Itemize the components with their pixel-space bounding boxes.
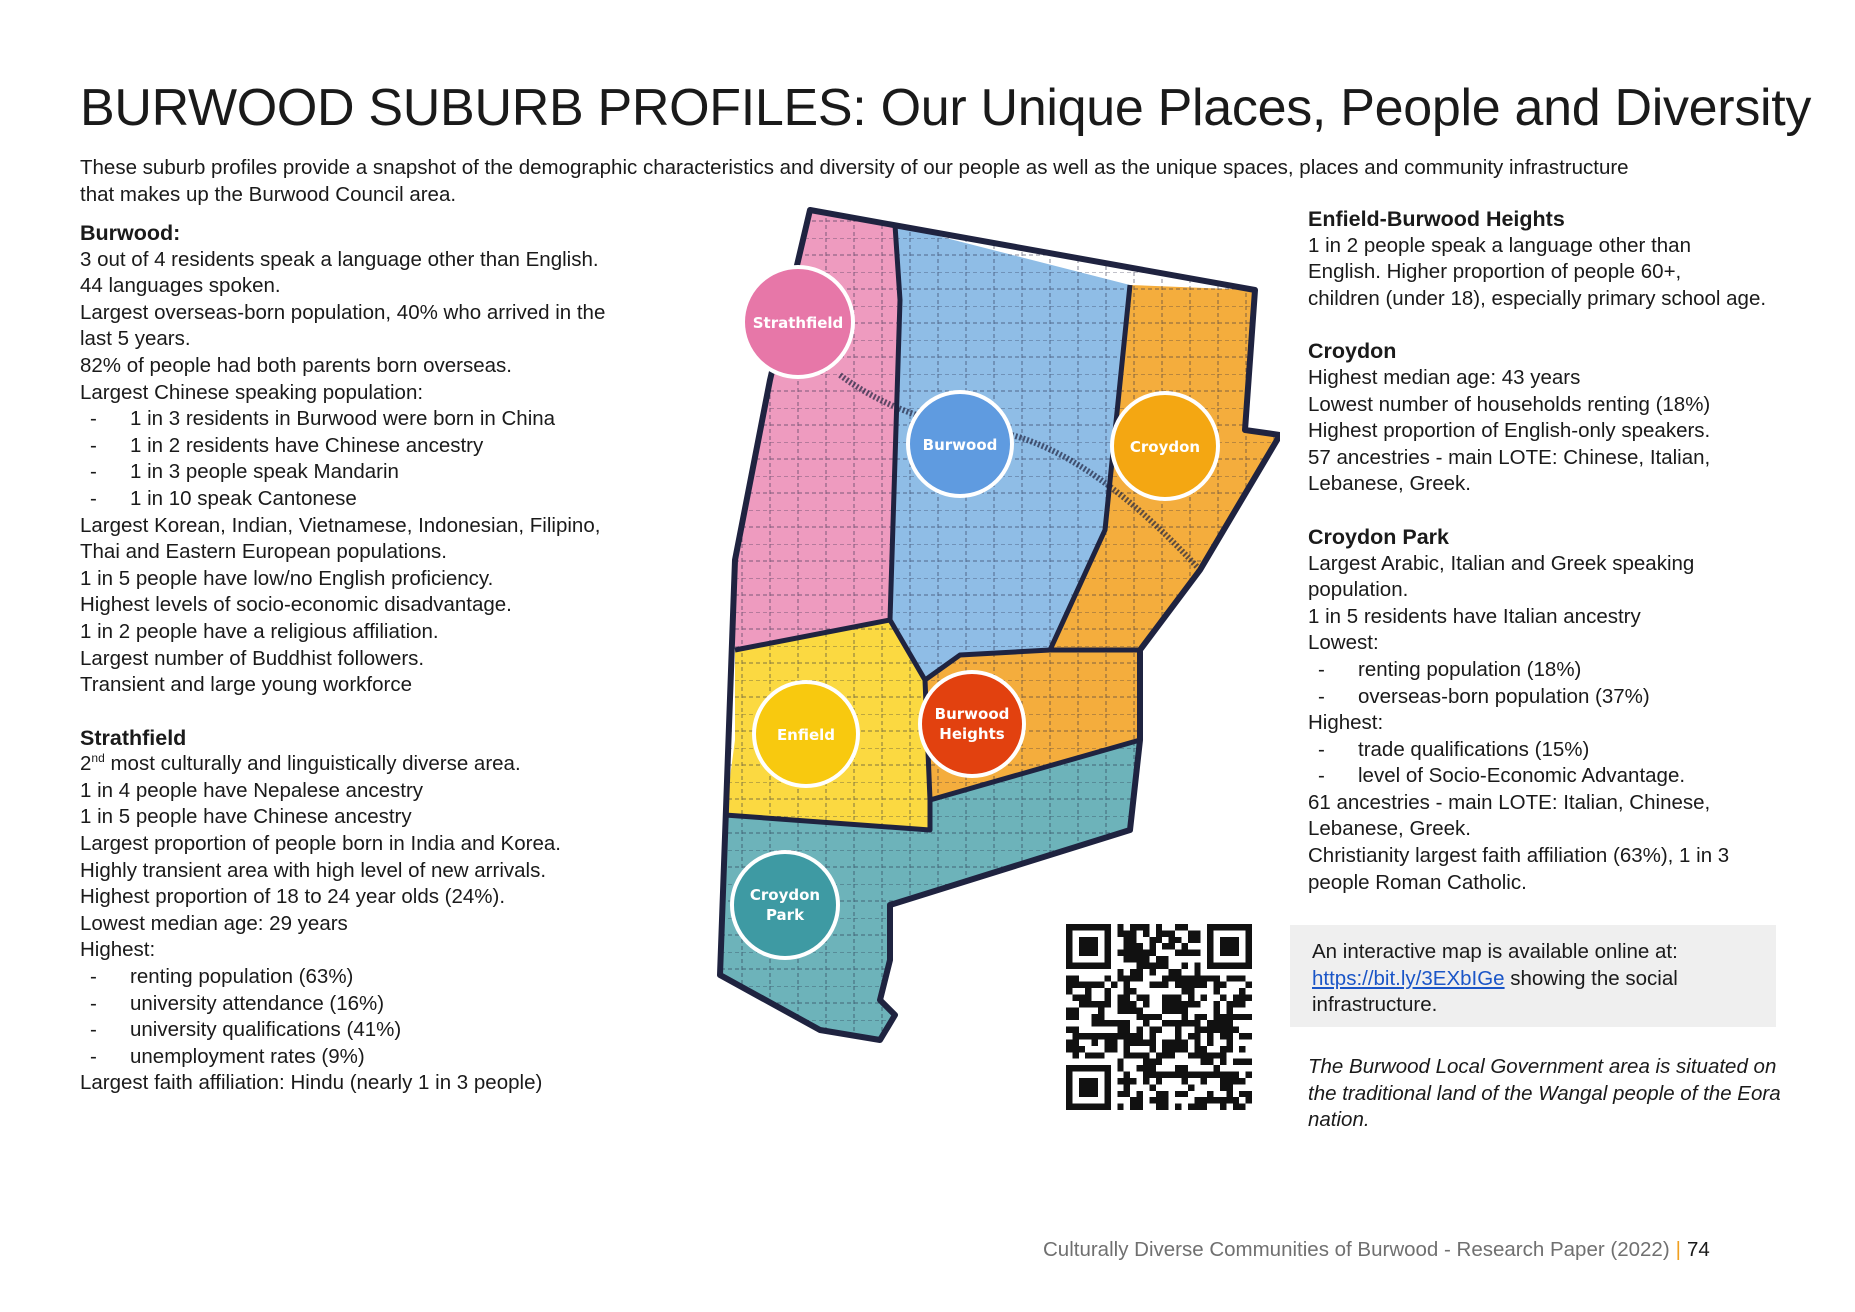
- croydon-park-line: Highest:: [1308, 711, 1384, 735]
- croydon-line: Lebanese, Greek.: [1308, 472, 1471, 496]
- enfield-heading: Enfield-Burwood Heights: [1308, 207, 1565, 231]
- strathfield-line: Largest faith affiliation: Hindu (nearly 1 in 3 people): [80, 1071, 543, 1095]
- burwood-line: Thai and Eastern European populations.: [80, 540, 447, 564]
- croydon-line: Highest proportion of English-only speakers.: [1308, 419, 1711, 443]
- marker-enfield: [754, 682, 858, 786]
- page-number: 74: [1686, 1238, 1710, 1261]
- info-text: An interactive map is available online at:: [1312, 940, 1678, 963]
- enfield-line: children (under 18), especially primary school age.: [1308, 286, 1767, 310]
- burwood-line: Largest number of Buddhist followers.: [80, 646, 425, 670]
- burwood-line: Transient and large young workforce: [80, 673, 412, 697]
- burwood-line: 3 out of 4 residents speak a language other than English.: [80, 247, 599, 271]
- ordinal-suffix: nd: [91, 751, 105, 766]
- croydon-park-bullet: - overseas-born population (37%): [1308, 684, 1828, 711]
- strathfield-line: Highest proportion of 18 to 24 year olds (24%).: [80, 885, 506, 909]
- title-main: BURWOOD SUBURB PROFILES:: [80, 79, 867, 137]
- croydon-park-line: Christianity largest faith affiliation (63%), 1 in 3: [1308, 844, 1730, 868]
- label-croydon-park-1: Croydon: [749, 886, 821, 904]
- burwood-line: Largest Korean, Indian, Vietnamese, Indonesian, Filipino,: [80, 513, 601, 537]
- croydon-line: 57 ancestries - main LOTE: Chinese, Italian,: [1308, 445, 1711, 469]
- page-footer: [1043, 1238, 1710, 1262]
- strathfield-heading: Strathfield: [80, 725, 187, 750]
- burwood-bullet: - 1 in 10 speak Cantonese: [80, 486, 680, 513]
- strathfield-line: 1 in 4 people have Nepalese ancestry: [80, 778, 424, 802]
- strathfield-bullet: - university attendance (16%): [80, 991, 680, 1018]
- label-strathfield: Strathfield: [752, 314, 844, 332]
- strathfield-line: Highest:: [80, 938, 156, 962]
- burwood-line: 44 languages spoken.: [80, 274, 281, 298]
- label-burwood: Burwood: [922, 436, 998, 454]
- strathfield-line: 1 in 5 people have Chinese ancestry: [80, 805, 412, 829]
- croydon-park-line: Largest Arabic, Italian and Greek speaking: [1308, 551, 1695, 575]
- marker-burwood: [908, 392, 1012, 496]
- right-column: [1308, 206, 1828, 896]
- label-croydon: Croydon: [1129, 438, 1201, 456]
- qr-code[interactable]: [1066, 924, 1252, 1110]
- enfield-line: English. Higher proportion of people 60+,: [1308, 260, 1682, 284]
- burwood-line: Largest overseas-born population, 40% who arrived in the: [80, 300, 606, 324]
- intro-paragraph: These suburb profiles provide a snapshot of the demographic characteristics and diversity of our people as well as the unique spaces, places and community infrastructure that makes up the Burwood Council area.: [80, 156, 1629, 206]
- interactive-map-link[interactable]: https://bit.ly/3EXbIGe: [1312, 966, 1505, 990]
- croydon-park-bullet: - level of Socio-Economic Advantage.: [1308, 763, 1828, 790]
- info-text-rest: showing the social infrastructure.: [1312, 966, 1678, 1017]
- page-title: [80, 78, 1811, 138]
- croydon-park-bullet: - trade qualifications (15%): [1308, 737, 1828, 764]
- burwood-line: 1 in 2 people have a religious affiliation.: [80, 619, 439, 643]
- burwood-bullet: - 1 in 3 people speak Mandarin: [80, 459, 680, 486]
- burwood-line: Highest levels of socio-economic disadvantage.: [80, 593, 512, 617]
- croydon-line: Lowest number of households renting (18%): [1308, 392, 1711, 416]
- strathfield-bullet: - unemployment rates (9%): [80, 1044, 680, 1071]
- marker-strathfield: [743, 267, 853, 377]
- label-croydon-park-2: Park: [765, 906, 805, 924]
- burwood-line: 82% of people had both parents born overseas.: [80, 353, 512, 377]
- strathfield-line: Largest proportion of people born in India and Korea.: [80, 832, 561, 856]
- strathfield-line: Highly transient area with high level of new arrivals.: [80, 858, 547, 882]
- croydon-park-line: 61 ancestries - main LOTE: Italian, Chinese,: [1308, 790, 1711, 814]
- enfield-line: 1 in 2 people speak a language other than: [1308, 233, 1691, 257]
- label-burwood-heights-2: Heights: [939, 725, 1005, 743]
- footer-separator: |: [1675, 1238, 1681, 1261]
- burwood-line: 1 in 5 people have low/no English proficiency.: [80, 566, 494, 590]
- footer-text: Culturally Diverse Communities of Burwood - Research Paper (2022): [1043, 1238, 1670, 1261]
- burwood-bullet: - 1 in 2 residents have Chinese ancestry: [80, 433, 680, 460]
- marker-burwood-heights: [920, 672, 1024, 776]
- left-column: [80, 220, 680, 1097]
- marker-croydon-park: [732, 852, 838, 958]
- croydon-heading: Croydon: [1308, 339, 1397, 364]
- strathfield-line: [80, 751, 680, 778]
- marker-croydon: [1112, 393, 1218, 499]
- title-rest: Our Unique Places, People and Diversity: [866, 79, 1812, 137]
- burwood-line: Largest Chinese speaking population:: [80, 380, 424, 404]
- strathfield-line-text: most culturally and linguistically diverse area.: [104, 752, 521, 776]
- burwood-bullet: - 1 in 3 residents in Burwood were born in China: [80, 406, 680, 433]
- croydon-park-line: 1 in 5 residents have Italian ancestry: [1308, 604, 1641, 628]
- strathfield-line: Lowest median age: 29 years: [80, 911, 348, 935]
- strathfield-bullet: - renting population (63%): [80, 964, 680, 991]
- croydon-park-line: Lowest:: [1308, 631, 1379, 655]
- croydon-park-line: people Roman Catholic.: [1308, 870, 1527, 894]
- croydon-park-heading: Croydon Park: [1308, 524, 1449, 549]
- croydon-park-line: population.: [1308, 578, 1409, 602]
- croydon-line: Highest median age: 43 years: [1308, 365, 1581, 389]
- strathfield-bullet: - university qualifications (41%): [80, 1017, 680, 1044]
- croydon-park-line: Lebanese, Greek.: [1308, 817, 1471, 841]
- label-burwood-heights-1: Burwood: [934, 705, 1010, 723]
- label-enfield: Enfield: [776, 726, 836, 744]
- burwood-line: last 5 years.: [80, 327, 191, 351]
- ordinal-number: 2: [80, 752, 92, 776]
- croydon-park-bullet: - renting population (18%): [1308, 657, 1828, 684]
- burwood-heading: Burwood:: [80, 221, 181, 245]
- interactive-map-info: [1290, 925, 1776, 1027]
- acknowledgement-of-country: The Burwood Local Government area is situated on the traditional land of the Wangal people of the Eora nation.: [1308, 1055, 1781, 1132]
